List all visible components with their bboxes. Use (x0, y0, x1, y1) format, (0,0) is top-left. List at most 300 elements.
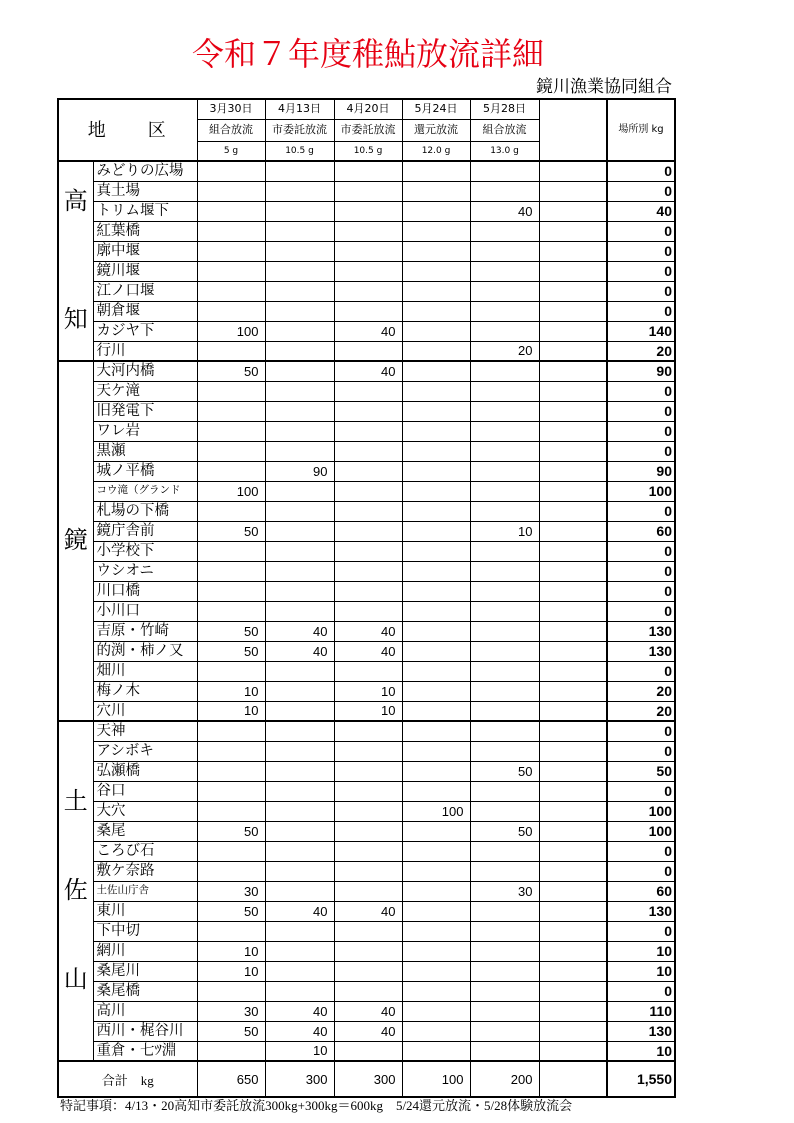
release-kg (334, 941, 402, 961)
release-kg (402, 241, 470, 261)
release-kg (334, 401, 402, 421)
region-char: 鏡 (63, 528, 88, 554)
blank-cell (539, 601, 607, 621)
place-total-kg: 100 (607, 821, 675, 841)
place-total-kg: 0 (607, 501, 675, 521)
release-kg (470, 781, 539, 801)
place-name: 川口橋 (93, 581, 197, 601)
release-kg: 10 (197, 961, 265, 981)
release-type-header: 市委託放流 (265, 119, 334, 141)
release-kg: 50 (197, 361, 265, 381)
release-kg (334, 381, 402, 401)
table-row (58, 821, 675, 841)
release-kg (402, 681, 470, 701)
region-char: 土 (63, 789, 88, 815)
release-kg: 40 (470, 201, 539, 221)
release-kg (402, 521, 470, 541)
blank-cell (539, 161, 607, 181)
release-kg (470, 541, 539, 561)
release-kg (197, 861, 265, 881)
release-kg (470, 361, 539, 381)
release-kg (334, 661, 402, 681)
place-total-kg: 0 (607, 241, 675, 261)
table-row (58, 1041, 675, 1061)
release-kg (402, 961, 470, 981)
place-total-kg: 0 (607, 601, 675, 621)
release-kg (402, 1021, 470, 1041)
blank-cell (539, 401, 607, 421)
release-kg (197, 801, 265, 821)
table-row (58, 721, 675, 741)
blank-cell (539, 961, 607, 981)
column-total-kg: 300 (265, 1061, 334, 1097)
blank-header (539, 99, 607, 161)
blank-cell (539, 1041, 607, 1061)
release-kg (197, 341, 265, 361)
release-kg (470, 261, 539, 281)
release-kg (334, 881, 402, 901)
release-kg (265, 281, 334, 301)
release-kg (402, 341, 470, 361)
fish-weight-header: 5 g (197, 141, 265, 161)
release-kg (197, 301, 265, 321)
release-kg (265, 561, 334, 581)
blank-cell (539, 701, 607, 721)
place-total-kg: 0 (607, 721, 675, 741)
blank-cell (539, 581, 607, 601)
release-kg (402, 781, 470, 801)
release-kg (470, 661, 539, 681)
region-label (58, 721, 93, 1061)
release-kg: 100 (197, 481, 265, 501)
release-kg (265, 401, 334, 421)
table-row (58, 441, 675, 461)
release-kg: 50 (197, 521, 265, 541)
release-kg (197, 181, 265, 201)
fish-weight-header: 10.5 g (265, 141, 334, 161)
table-row (58, 841, 675, 861)
release-kg (265, 741, 334, 761)
release-kg (265, 701, 334, 721)
release-kg: 30 (197, 1001, 265, 1021)
release-kg (470, 401, 539, 421)
table-row (58, 581, 675, 601)
release-kg: 40 (334, 361, 402, 381)
table-row (58, 381, 675, 401)
column-total-kg: 100 (402, 1061, 470, 1097)
place-total-header: 場所別 kg (607, 99, 675, 161)
table-row (58, 641, 675, 661)
table-row (58, 861, 675, 881)
release-kg (402, 401, 470, 421)
release-kg: 40 (334, 1001, 402, 1021)
release-kg (197, 761, 265, 781)
release-kg (197, 601, 265, 621)
release-kg (265, 581, 334, 601)
document-title: 令和７年度稚鮎放流詳細 (191, 36, 544, 72)
place-name: 旧発電下 (93, 401, 197, 421)
release-kg (265, 821, 334, 841)
place-total-kg: 20 (607, 701, 675, 721)
release-kg (402, 301, 470, 321)
place-name: 鏡庁舎前 (93, 521, 197, 541)
table-row (58, 1021, 675, 1041)
place-name: 朝倉堰 (93, 301, 197, 321)
release-kg (470, 441, 539, 461)
header-row-dates (58, 99, 675, 119)
release-kg (470, 421, 539, 441)
table-row (58, 241, 675, 261)
release-kg: 40 (265, 1021, 334, 1041)
place-total-kg: 50 (607, 761, 675, 781)
release-kg: 100 (402, 801, 470, 821)
table-row (58, 981, 675, 1001)
release-kg: 40 (334, 621, 402, 641)
release-kg (402, 281, 470, 301)
place-name: みどりの広場 (93, 161, 197, 181)
place-name: コウ滝（グランド (93, 481, 197, 501)
release-kg (470, 241, 539, 261)
release-kg (470, 581, 539, 601)
release-kg (334, 341, 402, 361)
release-kg (334, 501, 402, 521)
release-kg (334, 441, 402, 461)
place-name: 小川口 (93, 601, 197, 621)
release-kg (334, 201, 402, 221)
release-kg (265, 441, 334, 461)
region-header: 地 区 (58, 99, 197, 161)
place-name: 網川 (93, 941, 197, 961)
release-kg: 30 (470, 881, 539, 901)
release-kg (470, 681, 539, 701)
release-kg (334, 301, 402, 321)
release-kg (197, 921, 265, 941)
release-kg (470, 741, 539, 761)
release-kg (470, 641, 539, 661)
release-kg (402, 621, 470, 641)
table-row (58, 941, 675, 961)
place-total-kg: 0 (607, 861, 675, 881)
blank-cell (539, 421, 607, 441)
release-table (57, 98, 676, 1098)
release-kg (265, 221, 334, 241)
place-name: カジヤ下 (93, 321, 197, 341)
release-kg (402, 441, 470, 461)
blank-cell (539, 381, 607, 401)
release-kg (402, 941, 470, 961)
release-kg (334, 281, 402, 301)
release-kg (402, 661, 470, 681)
blank-cell (539, 521, 607, 541)
release-kg (265, 381, 334, 401)
place-total-kg: 20 (607, 681, 675, 701)
release-kg (402, 601, 470, 621)
release-kg (197, 841, 265, 861)
place-total-kg: 90 (607, 461, 675, 481)
release-kg (265, 161, 334, 181)
place-name: アシボキ (93, 741, 197, 761)
table-row (58, 761, 675, 781)
place-name: 紅葉橋 (93, 221, 197, 241)
place-total-kg: 0 (607, 981, 675, 1001)
release-kg: 30 (197, 881, 265, 901)
blank-cell (539, 981, 607, 1001)
region-chars (59, 722, 93, 1060)
place-name: 穴川 (93, 701, 197, 721)
release-kg (265, 261, 334, 281)
release-type-header: 還元放流 (402, 119, 470, 141)
table-body (58, 161, 675, 1061)
release-kg (197, 221, 265, 241)
release-kg (470, 481, 539, 501)
release-kg (265, 341, 334, 361)
table-row (58, 621, 675, 641)
place-name: 大河内橋 (93, 361, 197, 381)
release-kg (197, 581, 265, 601)
release-kg (402, 581, 470, 601)
place-name: 弘瀬橋 (93, 761, 197, 781)
release-kg (197, 781, 265, 801)
release-kg (197, 441, 265, 461)
table-row (58, 321, 675, 341)
blank-cell (539, 721, 607, 741)
blank-cell (539, 681, 607, 701)
blank-cell (539, 741, 607, 761)
table-row (58, 301, 675, 321)
release-kg (197, 741, 265, 761)
place-total-kg: 0 (607, 841, 675, 861)
release-kg (402, 841, 470, 861)
table-row (58, 901, 675, 921)
release-kg: 10 (334, 681, 402, 701)
release-kg (334, 221, 402, 241)
blank-cell (539, 301, 607, 321)
release-kg (334, 521, 402, 541)
release-kg (470, 1021, 539, 1041)
column-total-kg: 300 (334, 1061, 402, 1097)
release-kg (265, 681, 334, 701)
blank-cell (539, 1021, 607, 1041)
fish-weight-header: 13.0 g (470, 141, 539, 161)
fish-weight-header: 12.0 g (402, 141, 470, 161)
release-kg (265, 941, 334, 961)
release-kg: 40 (334, 1021, 402, 1041)
release-kg: 10 (265, 1041, 334, 1061)
release-kg (334, 1041, 402, 1061)
release-kg: 10 (197, 941, 265, 961)
place-total-kg: 0 (607, 661, 675, 681)
release-kg (402, 1001, 470, 1021)
blank-cell (539, 661, 607, 681)
table-row (58, 601, 675, 621)
table-row (58, 261, 675, 281)
release-kg (470, 921, 539, 941)
release-kg (265, 841, 334, 861)
release-kg: 90 (265, 461, 334, 481)
table-row (58, 541, 675, 561)
release-kg (470, 1001, 539, 1021)
release-kg (197, 461, 265, 481)
release-kg (265, 181, 334, 201)
total-label: 合計 kg (58, 1061, 197, 1097)
release-kg (334, 741, 402, 761)
place-total-kg: 130 (607, 901, 675, 921)
release-kg (197, 421, 265, 441)
place-name: 東川 (93, 901, 197, 921)
blank-cell (539, 1061, 607, 1097)
blank-cell (539, 221, 607, 241)
place-name: 黒瀬 (93, 441, 197, 461)
region-chars (59, 362, 93, 720)
release-kg (197, 1041, 265, 1061)
release-kg (402, 721, 470, 741)
release-kg: 50 (197, 1021, 265, 1041)
place-total-kg: 0 (607, 261, 675, 281)
place-name: ころび石 (93, 841, 197, 861)
blank-cell (539, 341, 607, 361)
table-row (58, 481, 675, 501)
table-row (58, 561, 675, 581)
place-total-kg: 0 (607, 561, 675, 581)
blank-cell (539, 821, 607, 841)
place-total-kg: 0 (607, 401, 675, 421)
place-total-kg: 60 (607, 521, 675, 541)
blank-cell (539, 901, 607, 921)
place-name: 敷ケ奈路 (93, 861, 197, 881)
blank-cell (539, 501, 607, 521)
release-kg (265, 881, 334, 901)
release-kg (402, 901, 470, 921)
blank-cell (539, 361, 607, 381)
place-total-kg: 0 (607, 541, 675, 561)
table-row (58, 461, 675, 481)
blank-cell (539, 201, 607, 221)
place-total-kg: 0 (607, 381, 675, 401)
release-kg (334, 461, 402, 481)
table-row (58, 421, 675, 441)
release-kg (470, 461, 539, 481)
place-name: 谷口 (93, 781, 197, 801)
release-kg (265, 721, 334, 741)
place-name: 廓中堰 (93, 241, 197, 261)
place-name: 天神 (93, 721, 197, 741)
place-name: 大穴 (93, 801, 197, 821)
release-kg (334, 821, 402, 841)
release-kg (402, 981, 470, 1001)
release-kg (470, 381, 539, 401)
release-kg: 50 (470, 821, 539, 841)
place-name: 江ノ口堰 (93, 281, 197, 301)
release-kg (265, 501, 334, 521)
blank-cell (539, 921, 607, 941)
release-kg: 40 (265, 641, 334, 661)
release-kg (470, 221, 539, 241)
release-kg (402, 561, 470, 581)
release-kg (197, 561, 265, 581)
release-kg (265, 521, 334, 541)
release-kg (334, 801, 402, 821)
fish-weight-header: 10.5 g (334, 141, 402, 161)
release-kg (470, 861, 539, 881)
place-total-kg: 20 (607, 341, 675, 361)
place-total-kg: 10 (607, 1041, 675, 1061)
region-char: 山 (63, 967, 88, 993)
release-kg (470, 281, 539, 301)
release-kg (265, 481, 334, 501)
blank-cell (539, 1001, 607, 1021)
date-header: 3月30日 (197, 99, 265, 119)
release-kg (402, 1041, 470, 1061)
place-name: 城ノ平橋 (93, 461, 197, 481)
release-kg (265, 241, 334, 261)
blank-cell (539, 641, 607, 661)
place-total-kg: 110 (607, 1001, 675, 1021)
release-kg: 40 (265, 1001, 334, 1021)
release-kg (470, 901, 539, 921)
release-kg (334, 541, 402, 561)
blank-cell (539, 321, 607, 341)
release-kg (402, 481, 470, 501)
release-kg (334, 861, 402, 881)
place-total-kg: 40 (607, 201, 675, 221)
place-total-kg: 0 (607, 181, 675, 201)
release-kg (334, 561, 402, 581)
release-kg (265, 981, 334, 1001)
table-row (58, 921, 675, 941)
place-name: 鏡川堰 (93, 261, 197, 281)
place-total-kg: 0 (607, 741, 675, 761)
place-total-kg: 0 (607, 921, 675, 941)
place-total-kg: 0 (607, 441, 675, 461)
table-row (58, 881, 675, 901)
release-kg (470, 301, 539, 321)
region-char: 知 (63, 307, 88, 333)
release-kg (197, 661, 265, 681)
blank-cell (539, 541, 607, 561)
release-kg (265, 861, 334, 881)
release-kg (470, 561, 539, 581)
table-row (58, 681, 675, 701)
release-kg: 50 (197, 621, 265, 641)
release-kg (402, 501, 470, 521)
place-total-kg: 0 (607, 581, 675, 601)
release-kg: 10 (197, 701, 265, 721)
release-type-header: 市委託放流 (334, 119, 402, 141)
release-kg (265, 541, 334, 561)
blank-cell (539, 241, 607, 261)
grand-total-kg: 1,550 (607, 1061, 675, 1097)
table-row (58, 1001, 675, 1021)
release-kg (402, 201, 470, 221)
table-row (58, 741, 675, 761)
table-header (58, 99, 675, 161)
table-row (58, 281, 675, 301)
blank-cell (539, 621, 607, 641)
organization-name: 鏡川漁業協同組合 (536, 77, 672, 96)
blank-cell (539, 941, 607, 961)
place-total-kg: 100 (607, 481, 675, 501)
release-kg (197, 401, 265, 421)
release-kg (470, 601, 539, 621)
release-kg (334, 601, 402, 621)
table-row (58, 161, 675, 181)
release-kg (265, 661, 334, 681)
release-kg (470, 181, 539, 201)
release-kg (402, 261, 470, 281)
release-kg (334, 721, 402, 741)
release-sheet (57, 98, 674, 1098)
place-total-kg: 0 (607, 421, 675, 441)
